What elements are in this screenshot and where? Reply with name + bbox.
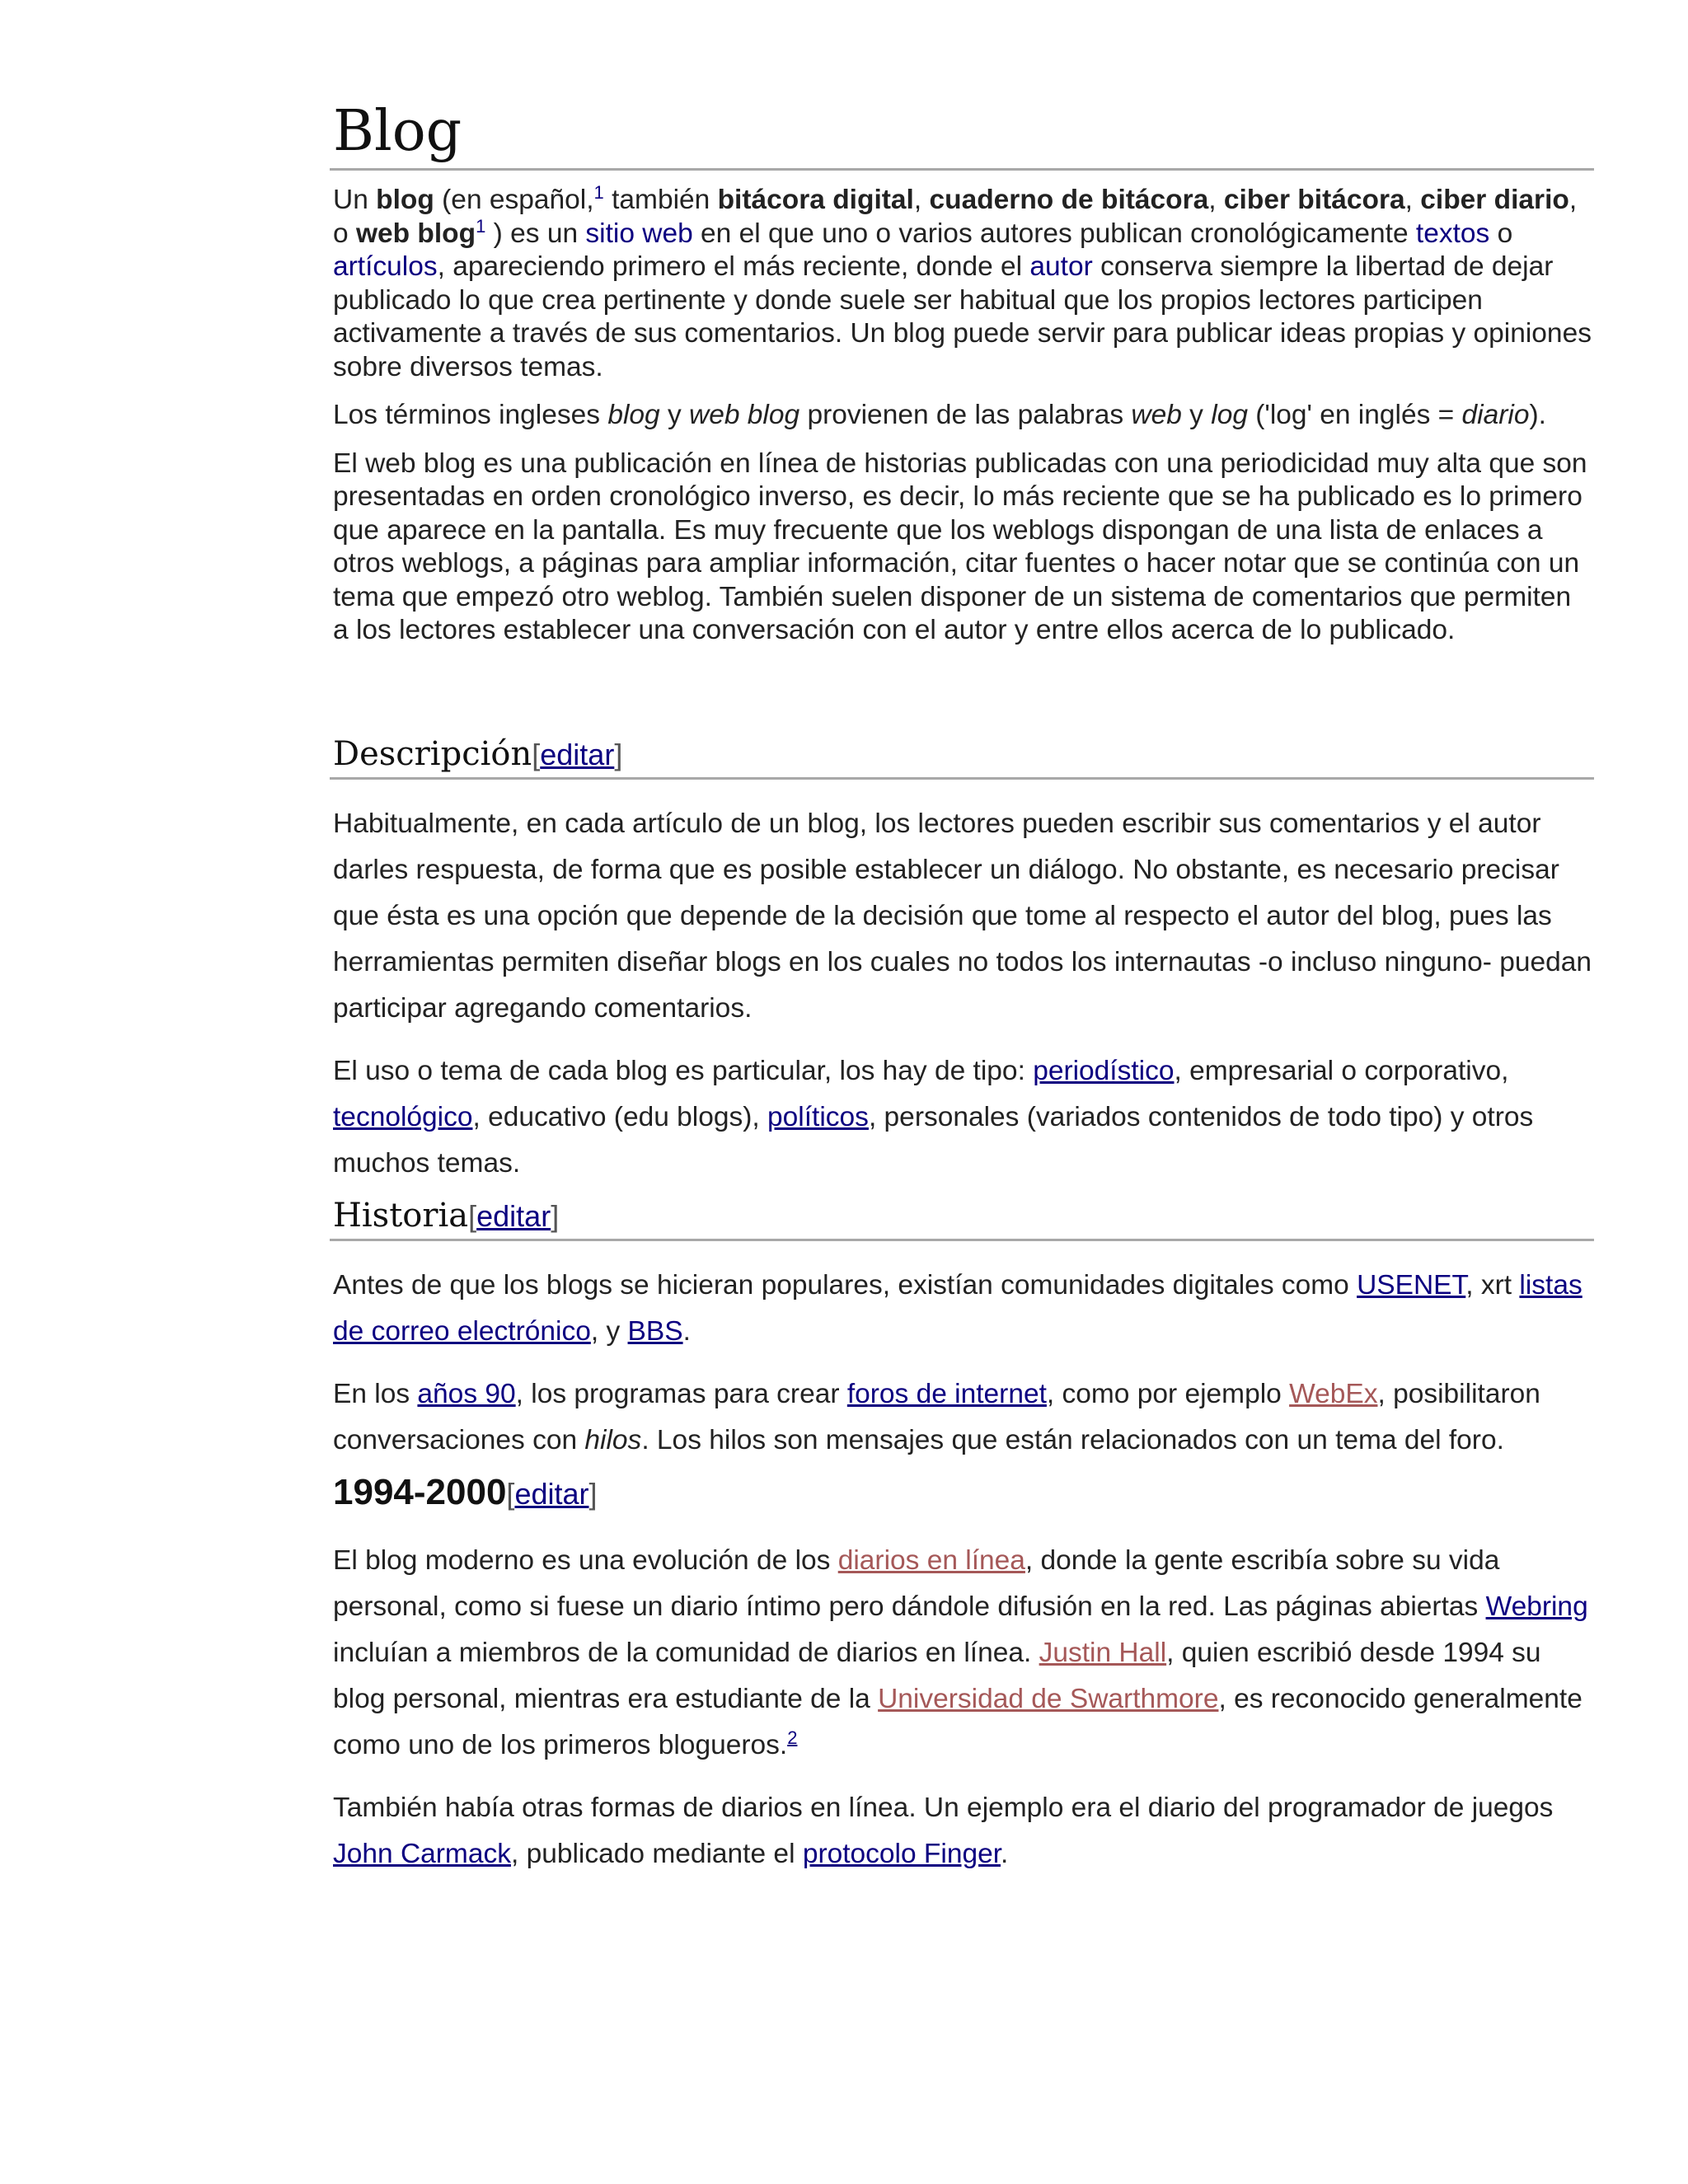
link-periodistico[interactable]: periodístico (1033, 1055, 1175, 1086)
descripcion-paragraph-2: El uso o tema de cada blog es particular, los hay de tipo: periodístico, empresarial o corporativo, tecnológico, educativo (edu blogs), políticos, personales (variados contenidos de todo tipo) y otros muchos temas. (333, 1055, 1534, 1179)
heading-historia: Historia[editar] (333, 1196, 560, 1235)
historia-paragraph-2: En los años 90, los programas para crear foros de internet, como por ejemplo WebEx, posibilitaron conversaciones con hilos. Los hilos son mensajes que están relacionados con un tema del foro. (333, 1378, 1540, 1455)
link-justin-hall[interactable]: Justin Hall (1039, 1637, 1167, 1668)
intro-paragraph-1: Un blog (en español,$^1$ también bitácora digital, cuaderno de bitácora, ciber bitácora, ciber diario, o web blog$^1$ ) es un sitio web en el que uno o varios autores publican cronológicamente textos o artículos, apareciendo primero el más reciente, donde el autor conserva siempre la libertad de dejar publicado lo que crea pertinente y donde suele ser habitual que los propios lectores participen activamente a través de sus comentarios. Un blog puede servir para publicar ideas propias y opiniones sobre diversos temas. (333, 181, 1592, 382)
reference-2[interactable]: 2 (787, 1727, 798, 1748)
link-listas-correo[interactable]: listas de correo electrónico (333, 1269, 1582, 1347)
heading-1994-2000: 1994-2000[editar] (333, 1471, 598, 1512)
section-divider (330, 1239, 1594, 1241)
section-divider (330, 777, 1594, 780)
link-protocolo-finger[interactable]: protocolo Finger (802, 1838, 1001, 1869)
section-descripcion (333, 733, 1594, 1187)
heading-descripcion: Descripción[editar] (333, 734, 623, 773)
edit-link-historia[interactable]: editar (476, 1198, 551, 1233)
periodo-paragraph-2: También había otras formas de diarios en línea. Un ejemplo era el diario del programador de juegos John Carmack, publicado mediante el protocolo Finger. (333, 1792, 1554, 1869)
link-webex[interactable]: WebEx (1289, 1378, 1378, 1409)
edit-link-descripcion[interactable]: editar (540, 737, 615, 771)
historia-paragraph-1: Antes de que los blogs se hicieran populares, existían comunidades digitales como USENET, xrt listas de correo electrónico, y BBS. (333, 1269, 1582, 1347)
link-universidad-swarthmore[interactable]: Universidad de Swarthmore (878, 1683, 1219, 1714)
link-anos-90[interactable]: años 90 (417, 1378, 516, 1409)
link-articulos[interactable]: artículos (333, 251, 438, 282)
link-tecnologico[interactable]: tecnológico (333, 1101, 473, 1132)
link-autor[interactable]: autor (1029, 251, 1093, 282)
section-1994-2000 (333, 1472, 1594, 1877)
intro-paragraph-2: Los términos ingleses blog y web blog provienen de las palabras web y log ('log' en inglés = diario). (333, 400, 1546, 430)
link-politicos[interactable]: políticos (767, 1101, 869, 1132)
page-title: Blog (333, 99, 462, 164)
link-sitio-web[interactable]: sitio web (585, 218, 693, 249)
link-webring[interactable]: Webring (1485, 1591, 1588, 1622)
edit-link-1994-2000[interactable]: editar (514, 1476, 589, 1511)
link-textos[interactable]: textos (1415, 218, 1490, 249)
intro (333, 181, 1594, 648)
title-divider (330, 168, 1594, 171)
descripcion-paragraph-1: Habitualmente, en cada artículo de un blog, los lectores pueden escribir sus comentarios y el autor darles respuesta, de forma que es posible establecer un diálogo. No obstante, es necesario precisar que ésta es una opción que depende de la decisión que tome al respecto el autor del blog, pues las herramientas permiten diseñar blogs en los cuales no todos los internautas -o incluso ninguno- puedan participar agregando comentarios. (333, 808, 1592, 1024)
reference-1[interactable]: 1 (593, 181, 604, 203)
link-john-carmack[interactable]: John Carmack (333, 1838, 511, 1869)
link-usenet[interactable]: USENET (1357, 1269, 1466, 1301)
periodo-paragraph-1: El blog moderno es una evolución de los diarios en línea, donde la gente escribía sobre su vida personal, como si fuese un diario íntimo pero dándole difusión en la red. Las páginas abiertas Webring incluían a miembros de la comunidad de diarios en línea. Justin Hall, quien escribió desde 1994 su blog personal, mientras era estudiante de la Universidad de Swarthmore, es reconocido generalmente como uno de los primeros blogueros.$^2$ (333, 1544, 1588, 1760)
section-historia (333, 1195, 1594, 1464)
link-bbs[interactable]: BBS (627, 1315, 683, 1347)
link-diarios-en-linea[interactable]: diarios en línea (837, 1544, 1025, 1576)
article (333, 0, 1594, 1877)
intro-paragraph-3: El web blog es una publicación en línea de historias publicadas con una periodicidad muy alta que son presentadas en orden cronológico inverso, es decir, lo más reciente que se ha publicado es lo primero que aparece en la pantalla. Es muy frecuente que los weblogs dispongan de una lista de enlaces a otros weblogs, a páginas para ampliar información, citar fuentes o hacer notar que se continúa con un tema que empezó otro weblog. También suelen disponer de un sistema de comentarios que permiten a los lectores establecer una conversación con el autor y entre ellos acerca de lo publicado. (333, 448, 1587, 645)
reference-1b[interactable]: 1 (476, 215, 486, 237)
link-foros-internet[interactable]: foros de internet (846, 1378, 1047, 1409)
